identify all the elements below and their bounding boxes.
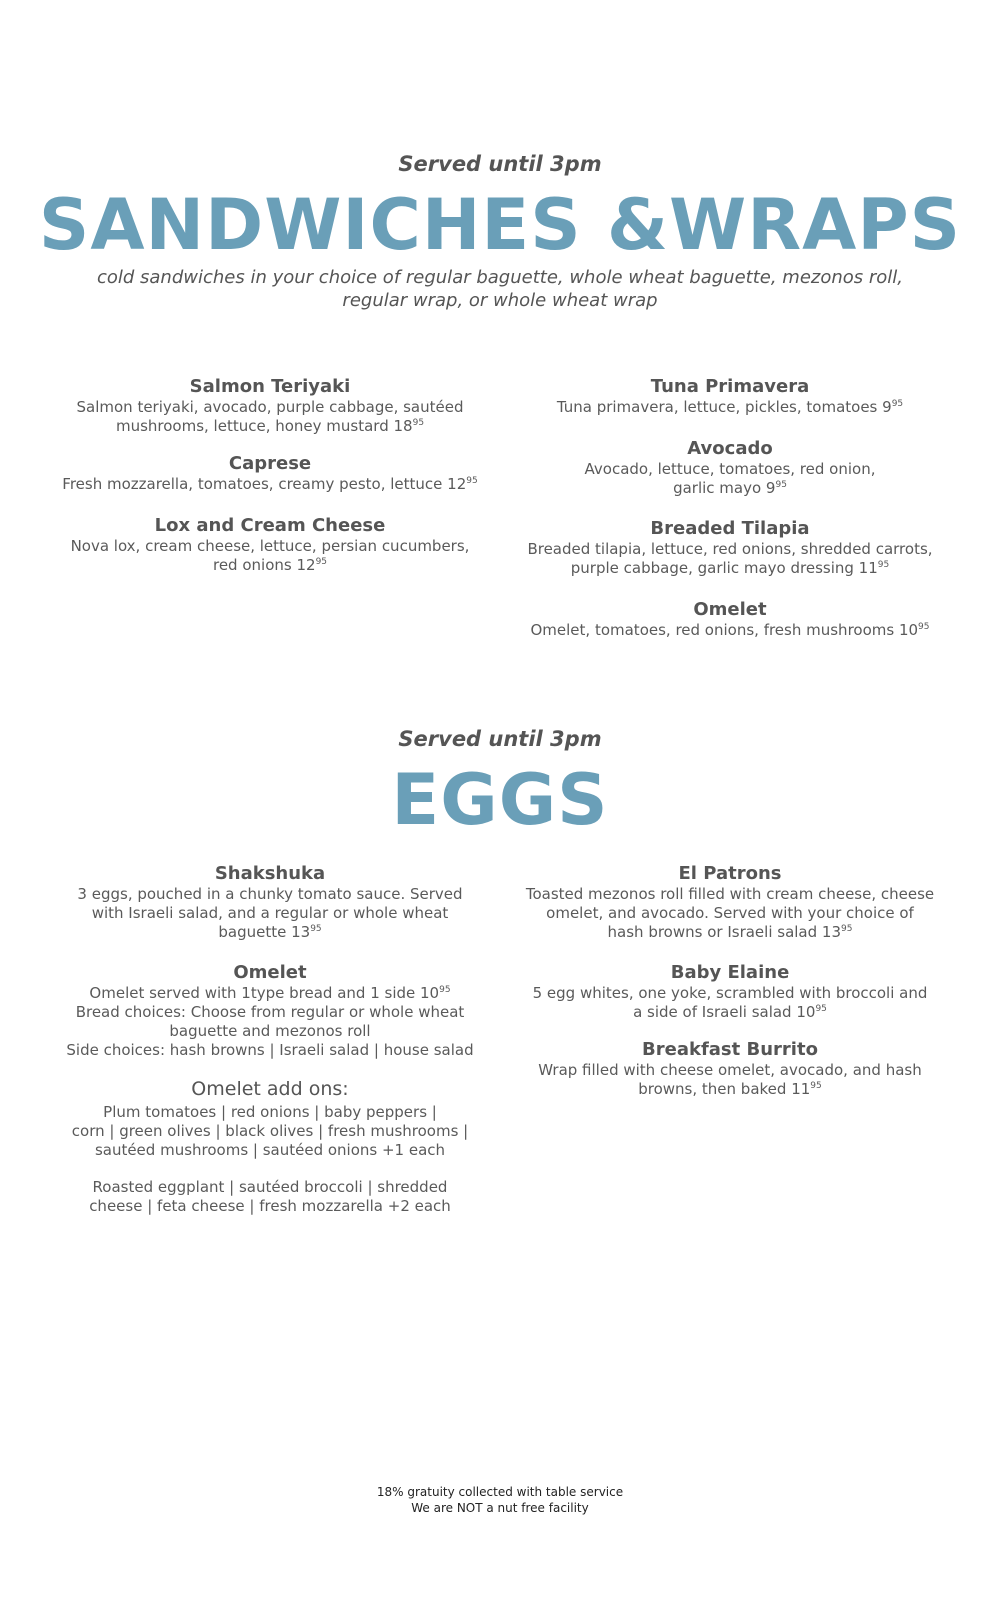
item-desc-line: Nova lox, cream cheese, lettuce, persian cucumbers, bbox=[70, 537, 470, 555]
item-desc-line: Toasted mezonos roll filled with cream cheese, cheese bbox=[525, 885, 935, 903]
menu-item-tuna-primavera bbox=[515, 376, 945, 417]
item-price: 10 bbox=[796, 1003, 816, 1021]
item-price-cents: 95 bbox=[877, 560, 890, 570]
item-name: Omelet bbox=[233, 962, 307, 983]
addons-line: cheese | feta cheese | fresh mozzarella +2 each bbox=[89, 1197, 451, 1215]
item-desc-line: Bread choices: Choose from regular or whole wheat bbox=[75, 1003, 465, 1021]
item-desc-line bbox=[55, 556, 485, 575]
menu-item-lox-cream-cheese bbox=[55, 515, 485, 575]
item-desc-line: with Israeli salad, and a regular or whole wheat bbox=[91, 904, 449, 922]
item-name: Lox and Cream Cheese bbox=[154, 515, 386, 536]
menu-item-baby-elaine bbox=[515, 962, 945, 1022]
item-price-cents: 95 bbox=[315, 557, 328, 567]
item-price-cents: 95 bbox=[310, 924, 322, 934]
item-desc-line: Breaded tilapia, lettuce, red onions, shredded carrots, bbox=[527, 540, 933, 558]
addons-line: Plum tomatoes | red onions | baby peppers | bbox=[103, 1103, 437, 1121]
item-price-cents: 95 bbox=[775, 480, 787, 490]
footer-notes bbox=[0, 1484, 1000, 1516]
item-desc-line: Salmon teriyaki, avocado, purple cabbage, sautéed bbox=[76, 398, 464, 416]
item-desc-line bbox=[55, 417, 485, 436]
sandwiches-subtitle-line-2: regular wrap, or whole wheat wrap bbox=[342, 290, 658, 311]
item-price: 12 bbox=[296, 556, 316, 574]
item-desc-text: Omelet, tomatoes, red onions, fresh mushrooms bbox=[530, 621, 899, 639]
item-desc-line: Avocado, lettuce, tomatoes, red onion, bbox=[584, 460, 876, 478]
gratuity-note: 18% gratuity collected with table service bbox=[376, 1485, 624, 1499]
item-desc-line bbox=[515, 479, 945, 498]
item-desc-line bbox=[55, 475, 485, 494]
sandwiches-title: SANDWICHES &WRAPS bbox=[38, 184, 962, 266]
item-name: Salmon Teriyaki bbox=[189, 376, 351, 397]
addons-title: Omelet add ons: bbox=[191, 1078, 349, 1100]
item-desc-text: hash browns or Israeli salad bbox=[607, 923, 822, 941]
item-price-cents: 95 bbox=[815, 1004, 827, 1014]
item-desc-text: a side of Israeli salad bbox=[633, 1003, 797, 1021]
addons-line: Roasted eggplant | sautéed broccoli | shredded bbox=[92, 1178, 448, 1196]
sandwiches-subtitle bbox=[60, 266, 940, 312]
item-name: Shakshuka bbox=[214, 863, 326, 884]
item-name: Caprese bbox=[228, 453, 312, 474]
item-desc-line bbox=[55, 984, 485, 1003]
menu-item-caprese bbox=[55, 453, 485, 494]
item-price: 9 bbox=[882, 398, 892, 416]
item-desc-line bbox=[515, 559, 945, 578]
item-desc-line: baguette and mezonos roll bbox=[169, 1022, 371, 1040]
item-price: 9 bbox=[765, 479, 776, 497]
menu-item-salmon-teriyaki bbox=[55, 376, 485, 436]
addons-group-2 bbox=[55, 1178, 485, 1216]
item-desc-text: Fresh mozzarella, tomatoes, creamy pesto, lettuce bbox=[62, 475, 448, 493]
item-price-cents: 95 bbox=[439, 985, 451, 995]
item-price: 10 bbox=[898, 621, 919, 639]
item-desc-line bbox=[515, 621, 945, 640]
item-price: 18 bbox=[393, 417, 413, 435]
item-desc-line bbox=[55, 923, 485, 942]
item-desc-line: 3 eggs, pouched in a chunky tomato sauce. Served bbox=[77, 885, 463, 903]
item-price: 11 bbox=[858, 559, 878, 577]
item-price-cents: 95 bbox=[918, 622, 930, 632]
item-desc-text: baguette bbox=[218, 923, 292, 941]
item-name: Baby Elaine bbox=[670, 962, 790, 983]
menu-item-omelet bbox=[55, 962, 485, 1060]
omelet-add-ons bbox=[55, 1077, 485, 1216]
item-name: Tuna Primavera bbox=[650, 376, 810, 397]
menu-item-shakshuka bbox=[55, 863, 485, 942]
menu-item-omelet-sandwich bbox=[515, 599, 945, 640]
eggs-served-until: Served until 3pm bbox=[398, 727, 602, 751]
item-desc-line: Side choices: hash browns | Israeli salad | house salad bbox=[66, 1041, 474, 1059]
menu-item-breakfast-burrito bbox=[515, 1039, 945, 1099]
item-price-cents: 95 bbox=[891, 399, 904, 409]
item-desc-line bbox=[515, 1080, 945, 1099]
item-desc-line: omelet, and avocado. Served with your choice of bbox=[546, 904, 914, 922]
item-price: 12 bbox=[447, 475, 467, 493]
item-price: 13 bbox=[291, 923, 311, 941]
item-desc-line: Wrap filled with cheese omelet, avocado, and hash bbox=[538, 1061, 922, 1079]
nut-free-note: We are NOT a nut free facility bbox=[411, 1501, 589, 1515]
menu-item-el-patrons bbox=[515, 863, 945, 942]
item-name: Avocado bbox=[687, 438, 773, 459]
item-price-cents: 95 bbox=[412, 418, 425, 428]
item-name: Breakfast Burrito bbox=[642, 1039, 818, 1060]
item-desc-text: browns, then baked bbox=[638, 1080, 792, 1098]
item-desc-text: purple cabbage, garlic mayo dressing bbox=[570, 559, 859, 577]
item-price: 11 bbox=[791, 1080, 811, 1098]
item-price-cents: 95 bbox=[841, 924, 853, 934]
menu-item-breaded-tilapia bbox=[515, 518, 945, 578]
item-price-cents: 95 bbox=[810, 1081, 822, 1091]
item-name: Breaded Tilapia bbox=[650, 518, 810, 539]
eggs-title: EGGS bbox=[391, 759, 609, 841]
item-desc-text: mushrooms, lettuce, honey mustard bbox=[115, 417, 394, 435]
item-desc-line: 5 egg whites, one yoke, scrambled with broccoli and bbox=[532, 984, 928, 1002]
item-desc-text: Tuna primavera, lettuce, pickles, tomatoes bbox=[556, 398, 883, 416]
item-desc-text: red onions bbox=[212, 556, 297, 574]
item-desc-text: Omelet served with 1type bread and 1 side bbox=[89, 984, 421, 1002]
item-price: 13 bbox=[821, 923, 842, 941]
addons-line: sautéed mushrooms | sautéed onions +1 each bbox=[94, 1141, 446, 1159]
item-desc-line bbox=[515, 1003, 945, 1022]
item-desc-line bbox=[515, 923, 945, 942]
item-desc-text: garlic mayo bbox=[673, 479, 766, 497]
item-desc-line bbox=[515, 398, 945, 417]
menu-item-avocado bbox=[515, 438, 945, 498]
item-name: Omelet bbox=[693, 599, 767, 620]
item-price: 10 bbox=[420, 984, 440, 1002]
addons-line: corn | green olives | black olives | fresh mushrooms | bbox=[71, 1122, 469, 1140]
sandwiches-served-until: Served until 3pm bbox=[398, 152, 602, 176]
item-price-cents: 95 bbox=[466, 476, 478, 486]
sandwiches-subtitle-line-1: cold sandwiches in your choice of regular baguette, whole wheat baguette, mezonos roll, bbox=[96, 267, 904, 288]
item-name: El Patrons bbox=[678, 863, 782, 884]
